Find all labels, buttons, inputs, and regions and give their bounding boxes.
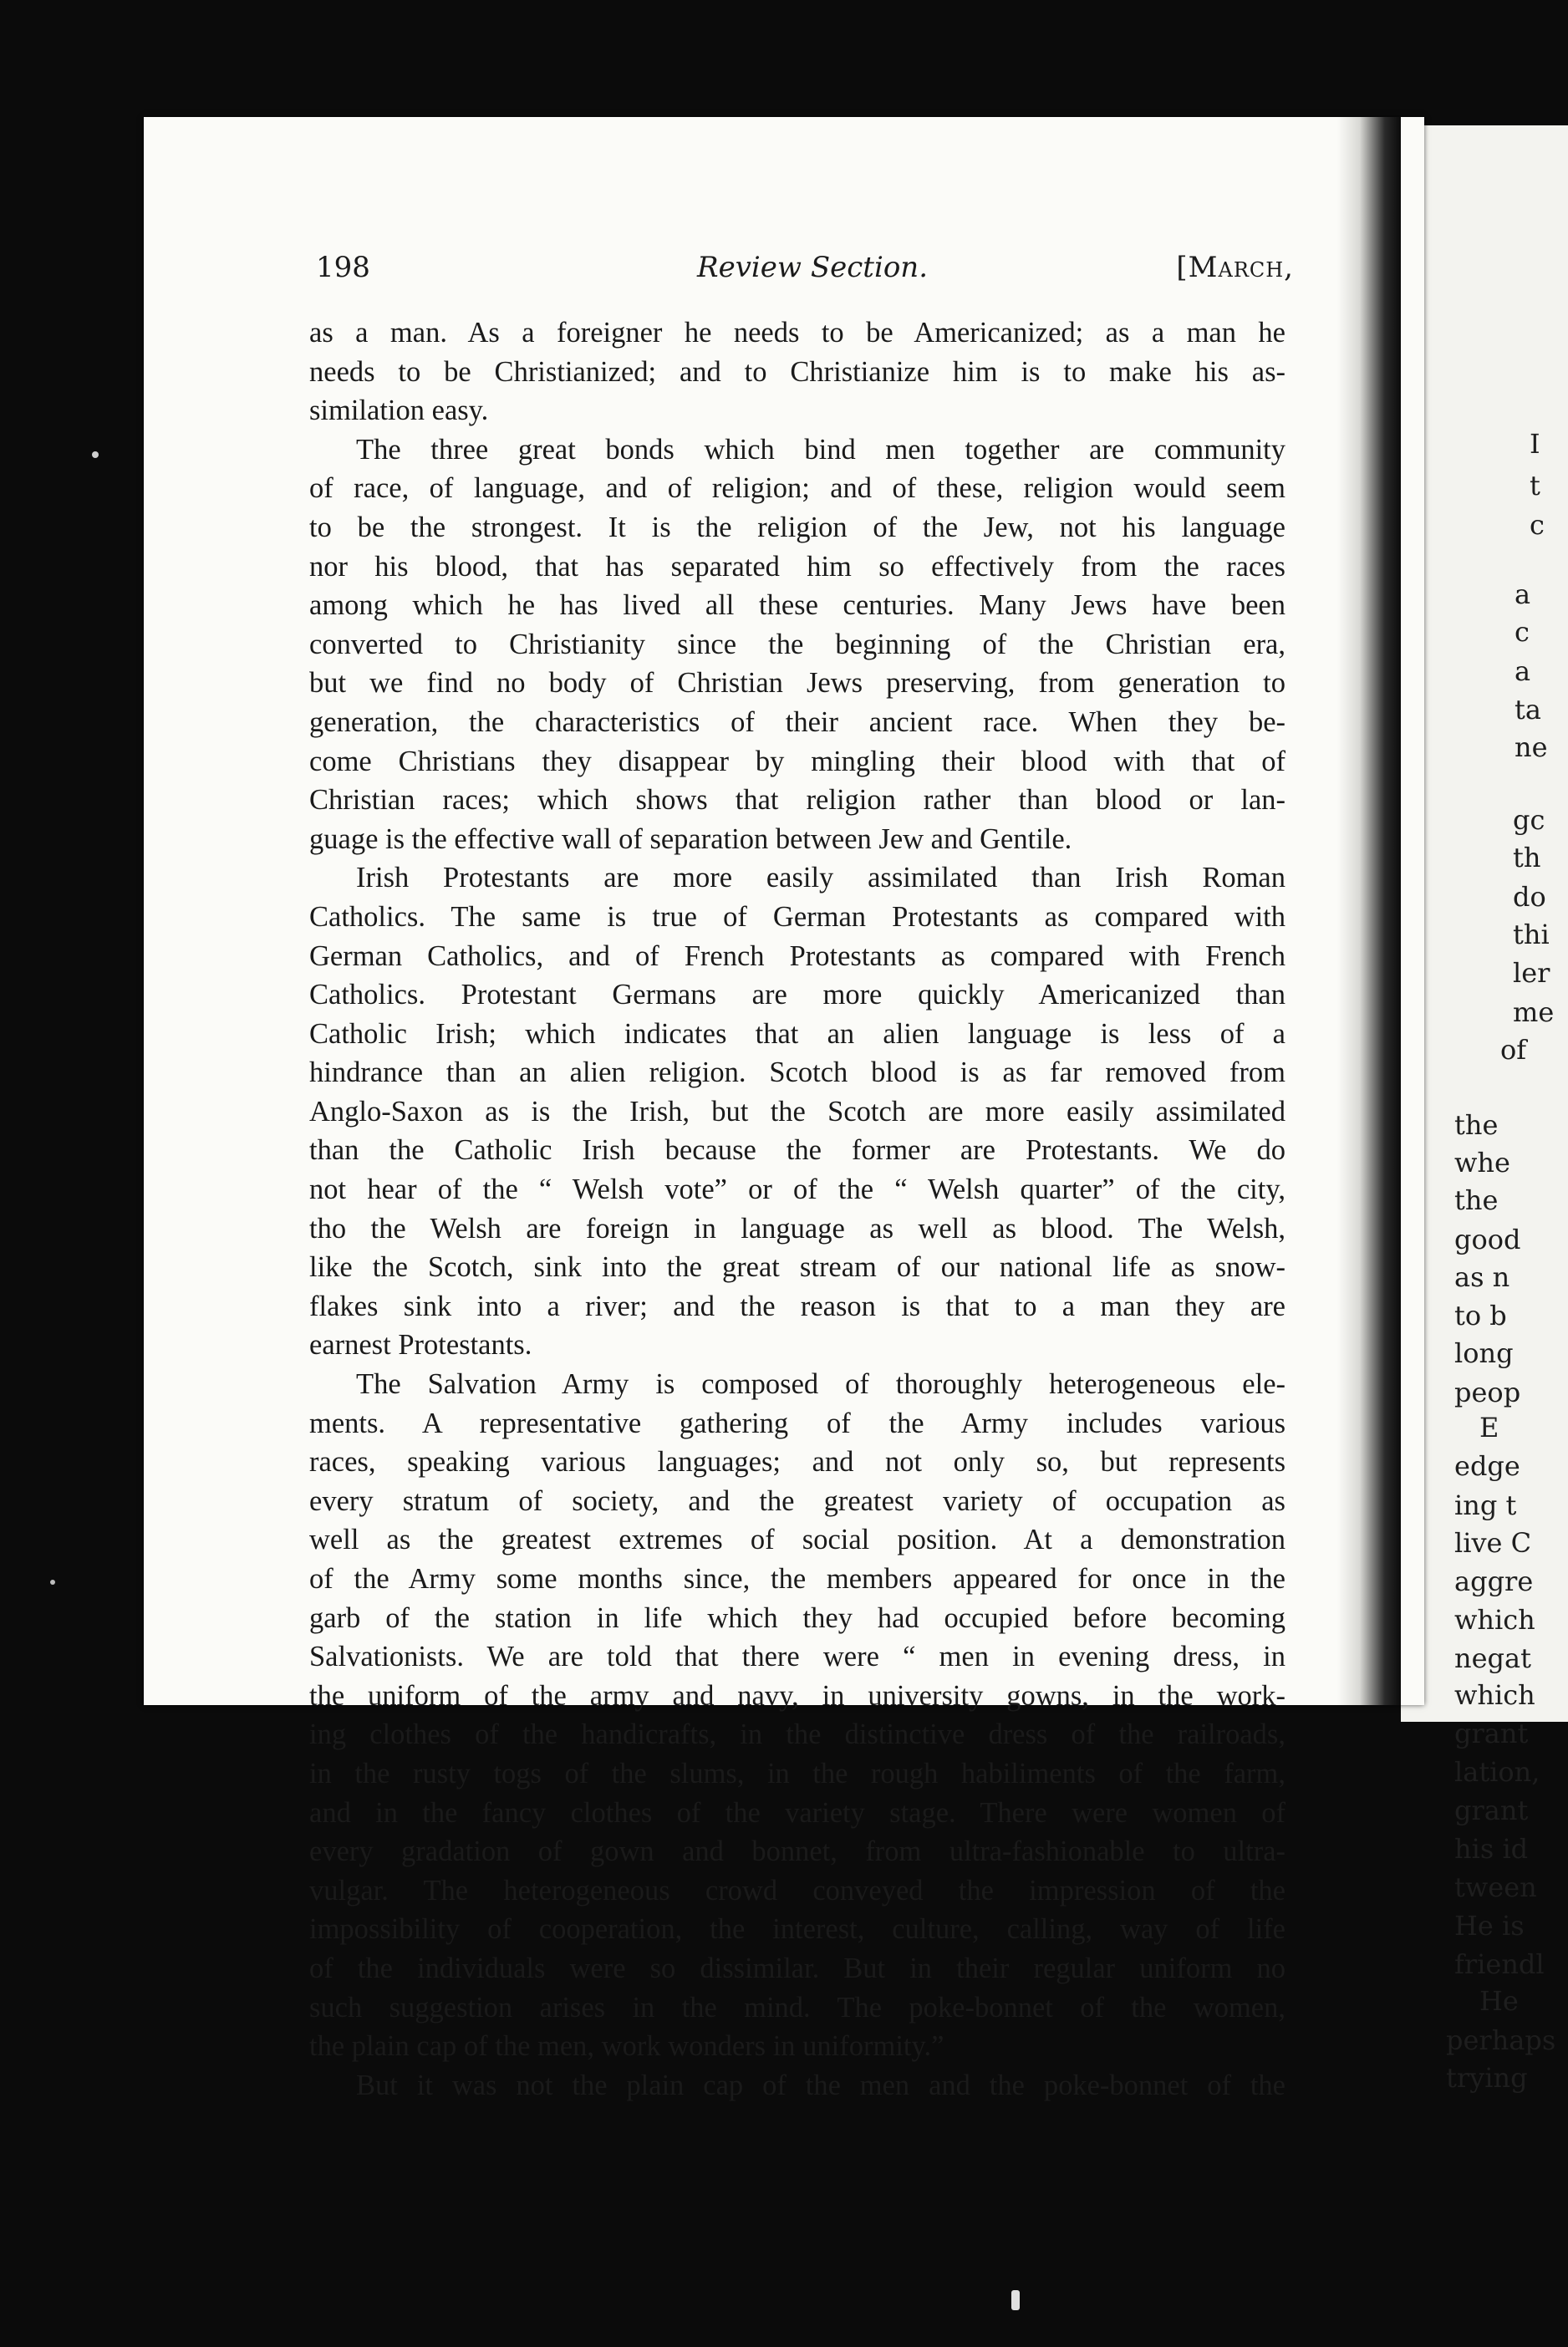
running-title: Review Section. — [697, 251, 929, 284]
facing-page-fragment: edge — [1454, 1450, 1520, 1482]
facing-page-fragment: whe — [1454, 1147, 1510, 1179]
facing-page-fragment: a — [1515, 655, 1531, 687]
facing-page-fragment: ne — [1515, 731, 1548, 763]
facing-page-fragment: the — [1454, 1184, 1499, 1216]
facing-page-fragment: trying — [1446, 2062, 1528, 2094]
facing-page-fragment: I — [1530, 428, 1540, 460]
text-line: The three great bonds which bind men together are community — [356, 433, 1285, 466]
text-line: Catholics. Protestant Germans are more quickly Americanized than — [309, 979, 1285, 1011]
text-line: races, speaking various languages; and not only so, but represents — [309, 1446, 1285, 1479]
text-line: such suggestion arises in the mind. The poke-bonnet of the women, — [309, 1991, 1285, 2024]
dust-speck — [92, 451, 99, 458]
facing-page-fragment: He is — [1454, 1910, 1525, 1942]
text-line: hindrance than an alien religion. Scotch blood is as far removed from — [309, 1056, 1285, 1089]
facing-page-fragment: his id — [1454, 1833, 1529, 1865]
text-line: guage is the effective wall of separation between Jew and Gentile. — [309, 822, 1072, 855]
body-text — [309, 313, 1285, 2105]
facing-page-fragment: lation, — [1454, 1756, 1540, 1788]
text-line: The Salvation Army is composed of thoroughly heterogeneous ele- — [356, 1368, 1285, 1401]
text-line: garb of the station in life which they had occupied before becoming — [309, 1601, 1285, 1634]
text-line: nor his blood, that has separated him so effectively from the races — [309, 550, 1285, 583]
text-line: Catholics. The same is true of German Protestants as compared with — [309, 900, 1285, 933]
text-line: well as the greatest extremes of social position. At a demonstration — [309, 1524, 1285, 1556]
text-line: like the Scotch, sink into the great stream of our national life as snow- — [309, 1251, 1285, 1284]
facing-page-fragment: of — [1500, 1034, 1527, 1066]
facing-page-fragment: which — [1454, 1604, 1535, 1636]
facing-page-fragment: t — [1530, 470, 1540, 501]
text-line: as a man. As a foreigner he needs to be Americanized; as a man he — [309, 317, 1285, 349]
facing-page-fragment: do — [1513, 881, 1546, 913]
text-line: similation easy. — [309, 395, 489, 427]
text-line: vulgar. The heterogeneous crowd conveyed the impression of the — [309, 1874, 1285, 1907]
text-line: converted to Christianity since the beginning of the Christian era, — [309, 628, 1285, 660]
facing-page-fragment: thi — [1513, 919, 1550, 950]
facing-page-fragment: to b — [1454, 1300, 1507, 1331]
facing-page-fragment: good — [1454, 1224, 1521, 1255]
text-line: among which he has lived all these centuries. Many Jews have been — [309, 589, 1285, 622]
text-line: the plain cap of the men, work wonders in uniformity.” — [309, 2030, 944, 2063]
text-line: Christian races; which shows that religion rather than blood or lan- — [309, 784, 1285, 817]
facing-page-fragment: which — [1454, 1679, 1535, 1711]
text-line: come Christians they disappear by mingling their blood with that of — [309, 745, 1285, 777]
facing-page-fragment: c — [1530, 509, 1545, 541]
facing-page-fragment: th — [1513, 842, 1541, 873]
text-line: to be the strongest. It is the religion of the Jew, not his language — [309, 511, 1285, 543]
text-line: Anglo-Saxon as is the Irish, but the Scotch are more easily assimilated — [309, 1095, 1285, 1128]
text-line: Irish Protestants are more easily assimilated than Irish Roman — [356, 862, 1285, 894]
facing-page-fragment: a — [1515, 578, 1531, 610]
facing-page-fragment: grant — [1454, 1795, 1529, 1826]
text-line: of race, of language, and of religion; and of these, religion would seem — [309, 472, 1285, 505]
text-line: of the individuals were so dissimilar. But in their regular uniform no — [309, 1952, 1285, 1984]
text-line: ments. A representative gathering of the Army includes various — [309, 1407, 1285, 1439]
header-month: [March, — [1176, 251, 1294, 284]
text-line: every stratum of society, and the greatest variety of occupation as — [309, 1484, 1285, 1517]
text-line: the uniform of the army and navy, in university gowns, in the work- — [309, 1679, 1285, 1712]
facing-page-fragment: friendl — [1454, 1948, 1545, 1980]
text-line: than the Catholic Irish because the former are Protestants. We do — [309, 1134, 1285, 1167]
text-line: But it was not the plain cap of the men and the poke-bonnet of the — [356, 2069, 1285, 2101]
text-line: flakes sink into a river; and the reason is that to a man they are — [309, 1290, 1285, 1322]
facing-page-fragment: aggre — [1454, 1566, 1534, 1597]
text-line: Salvationists. We are told that there were “ men in evening dress, in — [309, 1641, 1285, 1673]
facing-page-fragment: c — [1515, 616, 1530, 648]
dust-speck — [50, 1580, 55, 1585]
page-number: 198 — [316, 251, 370, 284]
facing-page-fragment: grant — [1454, 1718, 1529, 1749]
facing-page-fragment: peop — [1454, 1377, 1521, 1408]
facing-page-fragment: He — [1479, 1985, 1519, 2017]
facing-page-fragment: ta — [1515, 694, 1541, 725]
text-line: needs to be Christianized; and to Christianize him is to make his as- — [309, 355, 1285, 388]
text-line: but we find no body of Christian Jews preserving, from generation to — [309, 667, 1285, 700]
text-line: not hear of the “ Welsh vote” or of the “ Welsh quarter” of the city, — [309, 1174, 1285, 1206]
running-header — [316, 251, 1294, 291]
text-line: ing clothes of the handicrafts, in the distinctive dress of the railroads, — [309, 1718, 1285, 1751]
text-line: generation, the characteristics of their ancient race. When they be- — [309, 705, 1285, 738]
text-line: impossibility of cooperation, the interest, culture, calling, way of life — [309, 1913, 1285, 1946]
text-line: in the rusty togs of the slums, in the rough habiliments of the farm, — [309, 1757, 1285, 1790]
text-line: tho the Welsh are foreign in language as well as blood. The Welsh, — [309, 1212, 1285, 1245]
facing-page-fragment: negat — [1454, 1642, 1531, 1674]
page-gutter-shadow — [1337, 117, 1401, 1705]
facing-page-fragment: gc — [1513, 804, 1545, 836]
facing-page-fragment: perhaps — [1446, 2024, 1556, 2056]
facing-page-fragment: as n — [1454, 1261, 1510, 1293]
facing-page-fragment: ing t — [1454, 1489, 1517, 1521]
facing-page-fragment: long — [1454, 1337, 1514, 1369]
text-line: of the Army some months since, the members appeared for once in the — [309, 1563, 1285, 1595]
text-line: and in the fancy clothes of the variety stage. There were women of — [309, 1796, 1285, 1829]
text-line: Catholic Irish; which indicates that an alien language is less of a — [309, 1017, 1285, 1050]
facing-page-fragment: me — [1513, 996, 1555, 1028]
facing-page-fragment: ler — [1513, 957, 1550, 989]
dust-speck — [1011, 2290, 1020, 2310]
facing-page-fragment: tween — [1454, 1871, 1537, 1903]
text-line: German Catholics, and of French Protestants as compared with French — [309, 939, 1285, 972]
text-line: every gradation of gown and bonnet, from ultra-fashionable to ultra- — [309, 1835, 1285, 1868]
facing-page-fragment: E — [1479, 1412, 1499, 1443]
facing-page-fragment: live C — [1454, 1527, 1532, 1559]
text-line: earnest Protestants. — [309, 1329, 532, 1362]
facing-page-fragment: the — [1454, 1109, 1499, 1141]
